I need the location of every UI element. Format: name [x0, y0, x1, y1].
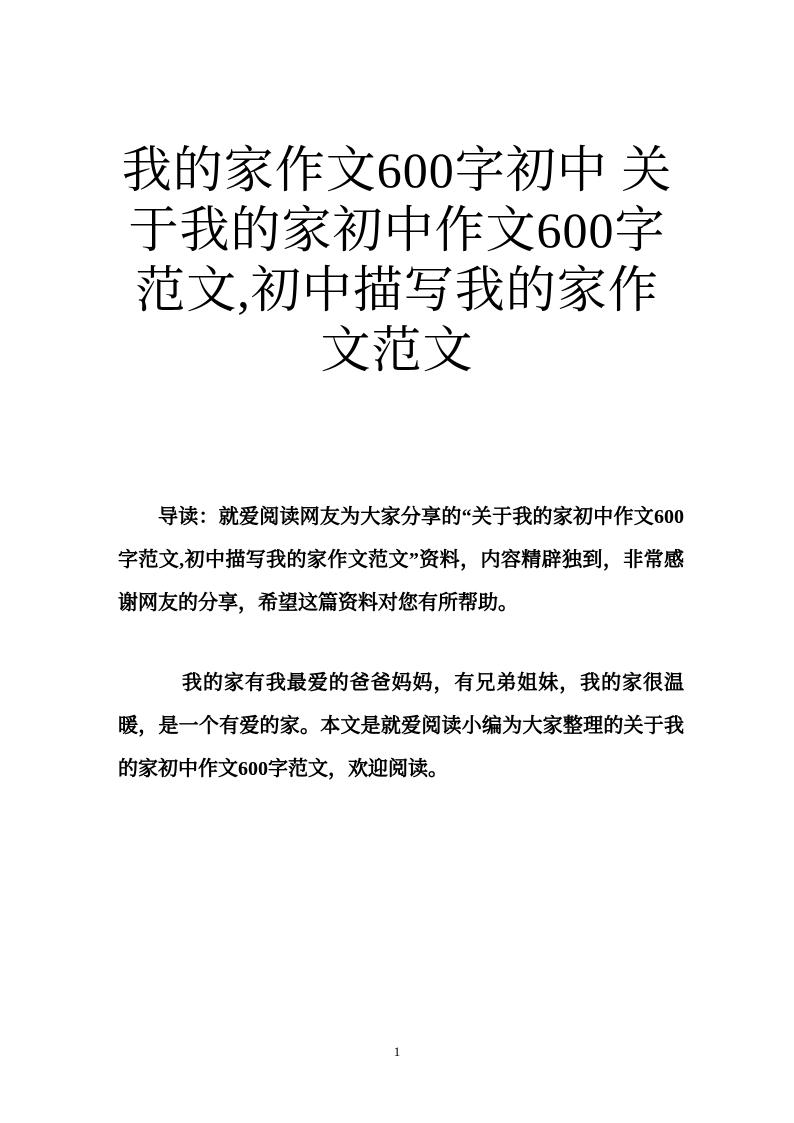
page-number: 1 — [393, 1044, 401, 1059]
intro-paragraph: 导读：就爱阅读网友为大家分享的“关于我的家初中作文600字范文,初中描写我的家作文范文”资料，内容精辟独到，非常感谢网友的分享，希望这篇资料对您有所帮助。 — [118, 506, 684, 614]
body-paragraph: 我的家有我最爱的爸爸妈妈，有兄弟姐妹，我的家很温暖，是一个有爱的家。本文是就爱阅读小编为大家整理的关于我的家初中作文600字范文，欢迎阅读。 — [118, 672, 684, 780]
document-title: 我的家作文600字初中 关于我的家初中作文600字范文,初中描写我的家作文范文 — [121, 142, 673, 378]
